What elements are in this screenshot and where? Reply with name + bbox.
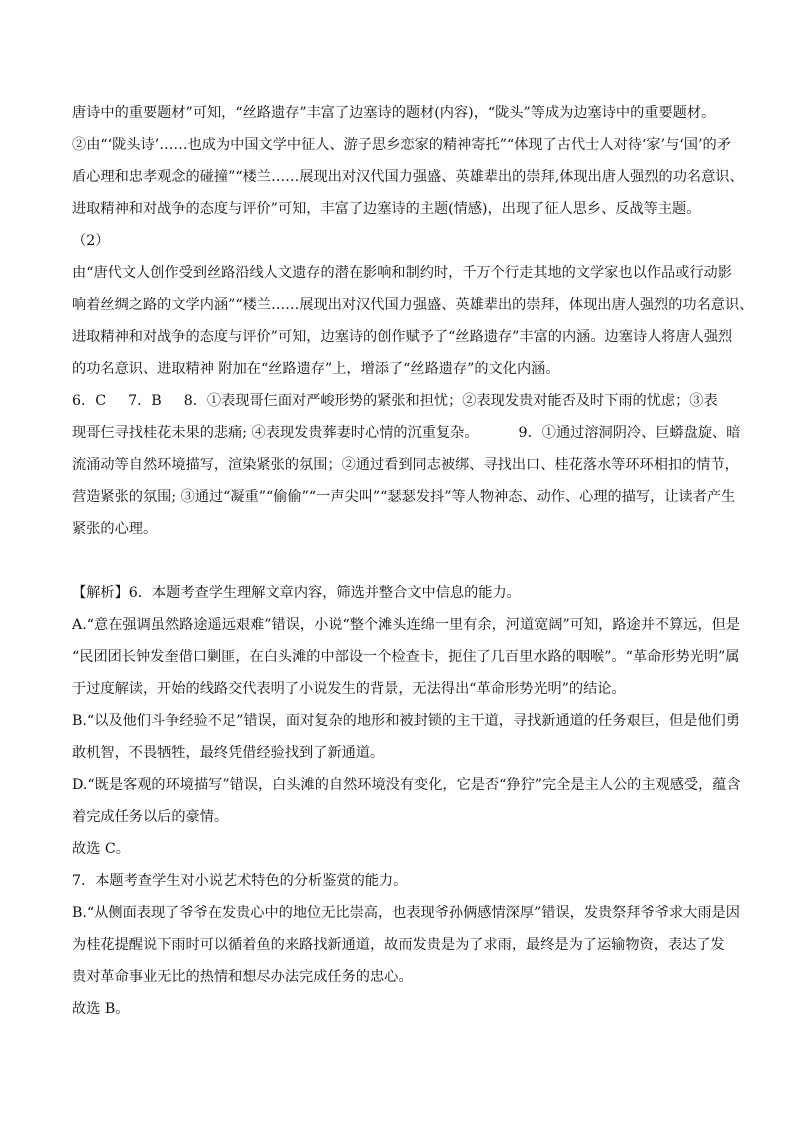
analysis-line: 故选 B。 bbox=[72, 1001, 130, 1017]
paragraph-line: 紧张的心理。 bbox=[72, 521, 158, 537]
paragraph-line: 唐诗中的重要题材”可知，“丝路遗存”丰富了边塞诗的题材(内容)，“陇头”等成为边塞诗中的重要题材。 bbox=[72, 105, 716, 121]
answers-line bbox=[72, 385, 727, 417]
analysis-line: 敢机智，不畏牺牲，最终凭借经验找到了新通道。 bbox=[72, 745, 385, 761]
analysis-line: 着完成任务以后的豪情。 bbox=[72, 809, 229, 825]
analysis-line: A.“意在强调虽然路途遥远艰难”错误，小说“整个滩头连绵一里有余，河道宽阔”可知，路途并不算远，但是 bbox=[72, 617, 741, 633]
paragraph-line: ②由“‘陇头诗’……也成为中国文学中征人、游子思乡恋家的精神寄托”“体现了古代士人对待‘家’与‘国’的矛 bbox=[72, 137, 731, 153]
paragraph-line: 由“唐代文人创作受到丝路沿线人文遗存的潜在影响和制约时，千万个行走其地的文学家也以作品或行动影 bbox=[72, 265, 732, 281]
analysis-line: 为桂花提醒说下雨时可以循着鱼的来路找新通道，故而发贵是为了求雨，最终是为了运输物资，表达了发 bbox=[72, 937, 725, 953]
analysis-line: “民团团长钟发奎借口剿匪，在白头滩的中部设一个检查卡，扼住了几百里水路的咽喉”。“革命形势光明”属 bbox=[72, 649, 740, 665]
answer-q8-cont: 现哥仨寻找桂花未果的悲痛; ④表现发贵葬妻时心情的沉重复杂。 bbox=[72, 425, 479, 441]
analysis-line: B.“以及他们斗争经验不足”错误，面对复杂的地形和被封锁的主干道，寻找新通道的任务艰巨，但是他们勇 bbox=[72, 713, 740, 729]
question-label: （2） bbox=[72, 233, 110, 249]
analysis-line: 故选 C。 bbox=[72, 841, 130, 857]
answer-q7: 7．B bbox=[128, 393, 162, 409]
analysis-line: 贵对革命事业无比的热情和想尽办法完成任务的忠心。 bbox=[72, 969, 413, 985]
answer-q6: 6．C bbox=[72, 393, 107, 409]
analysis-line: D.“既是客观的环境描写”错误，白头滩的自然环境没有变化，它是否“狰狞”完全是主人公的主观感受，蕴含 bbox=[72, 777, 741, 793]
analysis-line: B.“从侧面表现了爷爷在发贵心中的地位无比崇高，也表现爷孙俩感情深厚”错误，发贵祭拜爷爷求大雨是因 bbox=[72, 905, 740, 921]
paragraph-line: 进取精神和对战争的态度与评价”可知，丰富了边塞诗的主题(情感)，出现了征人思乡、反战等主题。 bbox=[72, 201, 701, 217]
paragraph-line: 响着丝绸之路的文学内涵”“楼兰……展现出对汉代国力强盛、英雄辈出的崇拜，体现出唐人强烈的功名意识、 bbox=[72, 297, 754, 313]
paragraph-line: 流涌动等自然环境描写，渲染紧张的氛围；②通过看到同志被绑、寻找出口、桂花落水等环环相扣的情节， bbox=[72, 457, 739, 473]
answers-line bbox=[72, 417, 741, 449]
paragraph-line: 进取精神和对战争的态度与评价”可知，边塞诗的创作赋予了“丝路遗存”丰富的内涵。边塞诗人将唐人强烈 bbox=[72, 329, 733, 345]
answer-q8: 8．①表现哥仨面对严峻形势的紧张和担忧；②表现发贵对能否及时下雨的忧虑；③表 bbox=[183, 393, 718, 409]
analysis-line: 7．本题考查学生对小说艺术特色的分析鉴赏的能力。 bbox=[72, 873, 408, 889]
analysis-line: 于过度解读，开始的线路交代表明了小说发生的背景，无法得出“革命形势光明”的结论。 bbox=[72, 681, 626, 697]
analysis-line: 【解析】6．本题考查学生理解文章内容，筛选并整合文中信息的能力。 bbox=[72, 585, 521, 601]
answer-q9: 9．①通过溶洞阴冷、巨蟒盘旋、暗 bbox=[518, 425, 741, 441]
paragraph-line: 盾心理和忠孝观念的碰撞”“楼兰……展现出对汉代国力强盛、英雄辈出的崇拜,体现出唐人强烈的功名意识、 bbox=[72, 169, 744, 185]
paragraph-line: 的功名意识、进取精神 附加在“丝路遗存”上，增添了“丝路遗存”的文化内涵。 bbox=[72, 361, 560, 377]
answer-text-block bbox=[72, 97, 754, 1025]
paragraph-line: 营造紧张的氛围; ③通过“凝重”“偷偷”“一声尖叫”“瑟瑟发抖”等人物神态、动作、心理的描写，让读者产生 bbox=[72, 489, 736, 505]
